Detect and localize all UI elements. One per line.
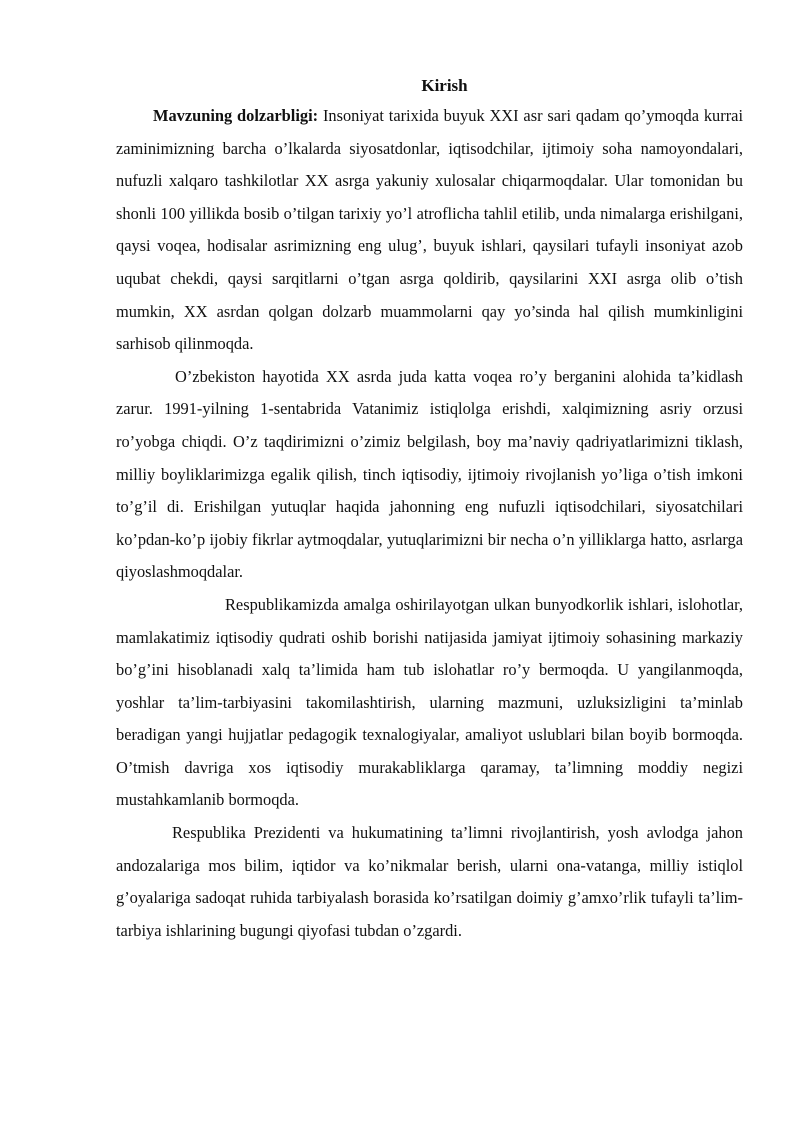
document-page [116, 72, 743, 947]
paragraph-relevance [116, 100, 743, 361]
paragraph-government: Respublika Prezidenti va hukumatining ta’limni rivojlantirish, yosh avlodga jahon andozalariga mos bilim, iqtidor va ko’nikmalar berish, ularni ona-vatanga, milliy istiqlol g’oyalariga sadoqat ruhida tarbiyalash borasida ko’rsatilgan doimiy g’amxo’rlik tufayli ta’lim-tarbiya ishlarining bugungi qiyofasi tubdan o’zgardi. [116, 823, 743, 940]
paragraph-lead: Mavzuning dolzarbligi: [153, 106, 319, 125]
paragraph-reforms: Respublikamizda amalga oshirilayotgan ulkan bunyodkorlik ishlari, islohotlar, mamlakatimiz iqtisodiy qudrati oshib borishi natijasida jamiyat ijtimoiy sohasining markaziy bo’g’ini hisoblanadi xalq ta’limida ham tub islohatlar ro’y bermoqda. U yangilanmoqda, yoshlar ta’lim-tarbiyasini takomilashtirish, ularning mazmuni, uzluksizligini ta’minlab beradigan yangi hujjatlar pedagogik texnalogiyalar, amaliyot uslublari bilan boyib bormoqda. O’tmish davriga xos iqtisodiy murakabliklarga qaramay, ta’limning moddiy negizi mustahkamlanib bormoqda. [116, 594, 743, 810]
page-title: Kirish [421, 76, 468, 95]
paragraph-text: Insoniyat tarixida buyuk XXI asr sari qadam qo’ymoqda kurrai zaminimizning barcha o’lkalarda siyosatdonlar, iqtisodchilar, ijtimoiy soha namoyondalari, nufuzli xalqaro tashkilotlar XX asrga yakuniy xulosalar chiqarmoqdalar. Ular tomonidan bu shonli 100 yillikda bosib o’tilgan tarixiy yo’l atroflicha tahlil etilib, unda nimalarga erishilgani, qaysi voqea, hodisalar asrimizning eng ulug’, buyuk ishlari, qaysilari tufayli insoniyat azob uqubat chekdi, qaysi sarqitlarni o’tgan asrga qoldirib, qaysilarini XXI asrga olib o’tish mumkin, XX asrdan qolgan dolzarb muammolarni qay yo’sinda hal qilish mumkinligini sarhisob qilinmoqda. [116, 106, 743, 354]
paragraph-independence: O’zbekiston hayotida XX asrda juda katta voqea ro’y berganini alohida ta’kidlash zarur. 1991-yilning 1-sentabrida Vatanimiz istiqlolga erishdi, xalqimizning asriy orzusi ro’yobga chiqdi. O’z taqdirimizni o’zimiz belgilash, boy ma’naviy qadriyatlarimizni tiklash, milliy boyliklarimizga egalik qilish, tinch iqtisodiy, ijtimoiy rivojlanish yo’liga o’tish imkoni to’g’il di. Erishilgan yutuqlar haqida jahonning eng nufuzli iqtisodchilari, siyosatchilari ko’pdan-ko’p ijobiy fikrlar aytmoqdalar, yutuqlarimizni bir necha o’n yilliklarga hatto, asrlarga qiyoslashmoqdalar. [116, 366, 743, 582]
